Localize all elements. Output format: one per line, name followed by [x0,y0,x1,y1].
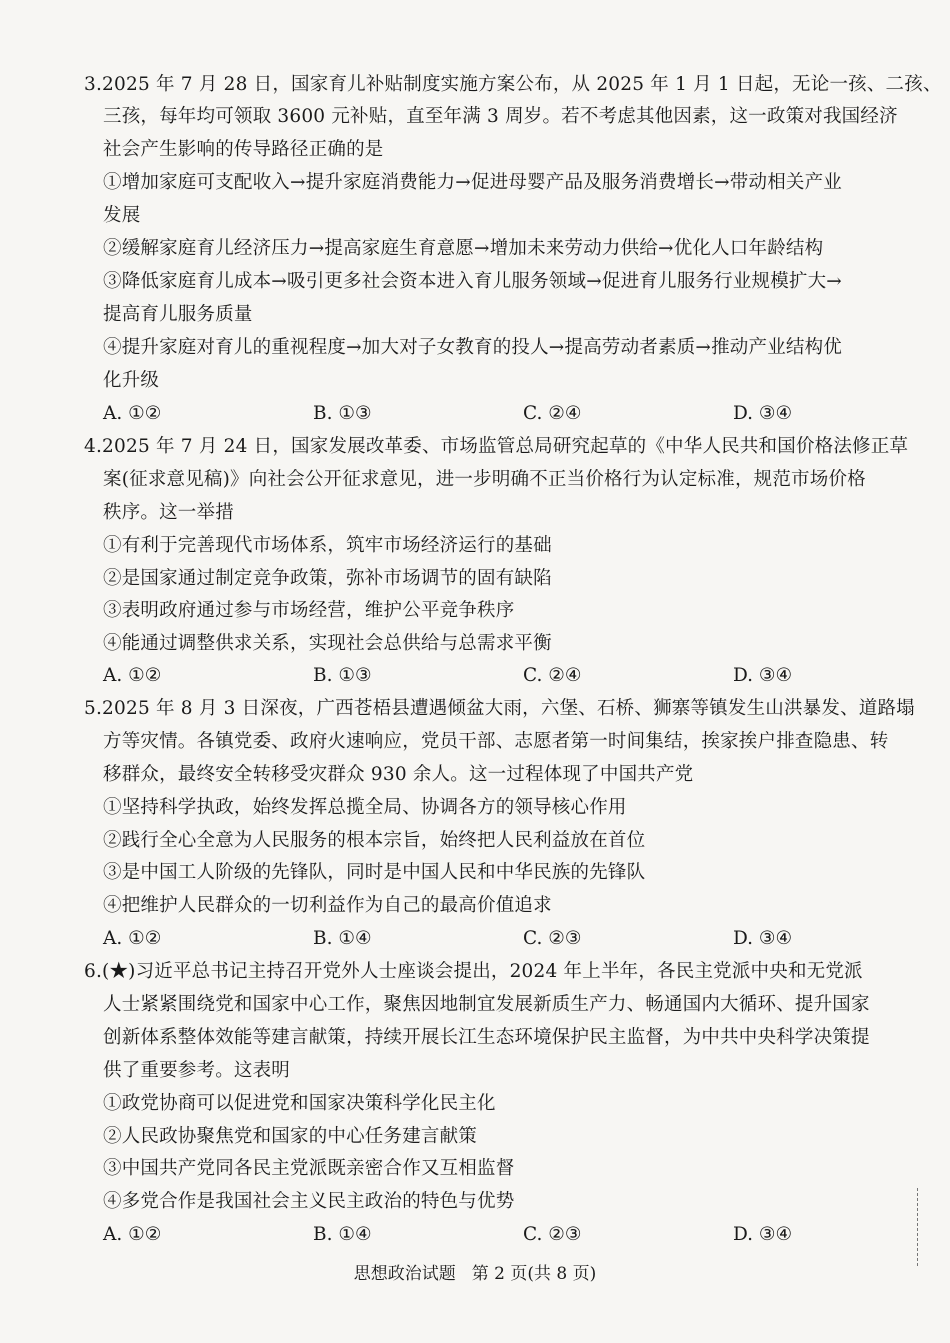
statement-line: ①坚持科学执政，始终发挥总揽全局、协调各方的领导核心作用 [103,797,627,818]
question-text-line: 秩序。这一举措 [103,502,234,523]
footer-page-number: 第 2 页(共 8 页) [471,1264,597,1284]
question-text-line: 案(征求意见稿)》向社会公开征求意见，进一步明确不正当价格行为认定标准，规范市场价格 [103,469,866,490]
statement-line: ③是中国工人阶级的先锋队，同时是中国人民和中华民族的先锋队 [103,862,646,883]
question-text-line: 方等灾情。各镇党委、政府火速响应，党员干部、志愿者第一时间集结，挨家挨户排查隐患、转 [103,731,889,752]
statement-line: 发展 [103,205,141,226]
statement-line: ④提升家庭对育儿的重视程度→加大对子女教育的投人→提高劳动者素质→推动产业结构优 [103,337,843,358]
page-footer [0,1262,950,1286]
statement-line: ②是国家通过制定竞争政策，弥补市场调节的固有缺陷 [103,568,552,589]
option-b: B. ①③ [313,665,372,686]
option-d: D. ③④ [733,665,793,686]
question-text-line: 供了重要参考。这表明 [103,1060,291,1081]
option-d: D. ③④ [733,928,793,949]
question-text-line: 4.2025 年 7 月 24 日，国家发展改革委、市场监管总局研究起草的《中华人民共和国价格法修正草 [84,436,909,457]
option-d: D. ③④ [733,1224,793,1245]
option-c: C. ②③ [523,928,582,949]
question-text-line: 三孩，每年均可领取 3600 元补贴，直至年满 3 周岁。若不考虑其他因素，这一政策对我国经济 [103,106,898,127]
question-text-line: 人士紧紧围绕党和国家中心工作，聚焦因地制宜发展新质生产力、畅通国内大循环、提升国家 [103,994,870,1015]
option-c: C. ②③ [523,1224,582,1245]
statement-line: 提高育儿服务质量 [103,304,253,325]
question-text-line: 社会产生影响的传导路径正确的是 [103,139,384,160]
binding-edge-mark [917,1188,920,1266]
statement-line: ③降低家庭育儿成本→吸引更多社会资本进入育儿服务领域→促进育儿服务行业规模扩大→ [103,271,843,292]
option-d: D. ③④ [733,403,793,424]
question-text-line: 3.2025 年 7 月 28 日，国家育儿补贴制度实施方案公布，从 2025 年 1 月 1 日起，无论一孩、二孩、 [84,74,942,95]
option-b: B. ①④ [313,1224,372,1245]
footer-title: 思想政治试题 [353,1264,456,1284]
statement-line: ④多党合作是我国社会主义民主政治的特色与优势 [103,1191,515,1212]
statement-line: ②缓解家庭育儿经济压力→提高家庭生育意愿→增加未来劳动力供给→优化人口年龄结构 [103,238,824,259]
statement-line: 化升级 [103,370,160,391]
statement-line: ③中国共产党同各民主党派既亲密合作又互相监督 [103,1158,515,1179]
question-text-line: 创新体系整体效能等建言献策，持续开展长江生态环境保护民主监督，为中共中央科学决策提 [103,1027,870,1048]
statement-line: ④能通过调整供求关系，实现社会总供给与总需求平衡 [103,633,552,654]
statement-line: ②人民政协聚焦党和国家的中心任务建言献策 [103,1126,478,1147]
statement-line: ②践行全心全意为人民服务的根本宗旨，始终把人民利益放在首位 [103,830,646,851]
statement-line: ①有利于完善现代市场体系，筑牢市场经济运行的基础 [103,535,552,556]
option-a: A. ①② [103,665,162,686]
question-text-line: 6.(★)习近平总书记主持召开党外人士座谈会提出，2024 年上半年，各民主党派中央和无党派 [84,961,863,982]
option-a: A. ①② [103,928,162,949]
option-c: C. ②④ [523,665,582,686]
option-b: B. ①④ [313,928,372,949]
statement-line: ③表明政府通过参与市场经营，维护公平竞争秩序 [103,600,515,621]
option-c: C. ②④ [523,403,582,424]
statement-line: ①政党协商可以促进党和国家决策科学化民主化 [103,1093,496,1114]
question-text-line: 移群众，最终安全转移受灾群众 930 余人。这一过程体现了中国共产党 [103,764,694,785]
option-a: A. ①② [103,403,162,424]
option-a: A. ①② [103,1224,162,1245]
statement-line: ①增加家庭可支配收入→提升家庭消费能力→促进母婴产品及服务消费增长→带动相关产业 [103,172,843,193]
question-text-line: 5.2025 年 8 月 3 日深夜，广西苍梧县遭遇倾盆大雨，六堡、石桥、狮寨等镇发生山洪暴发、道路塌 [84,698,915,719]
option-b: B. ①③ [313,403,372,424]
statement-line: ④把维护人民群众的一切利益作为自己的最高价值追求 [103,895,552,916]
